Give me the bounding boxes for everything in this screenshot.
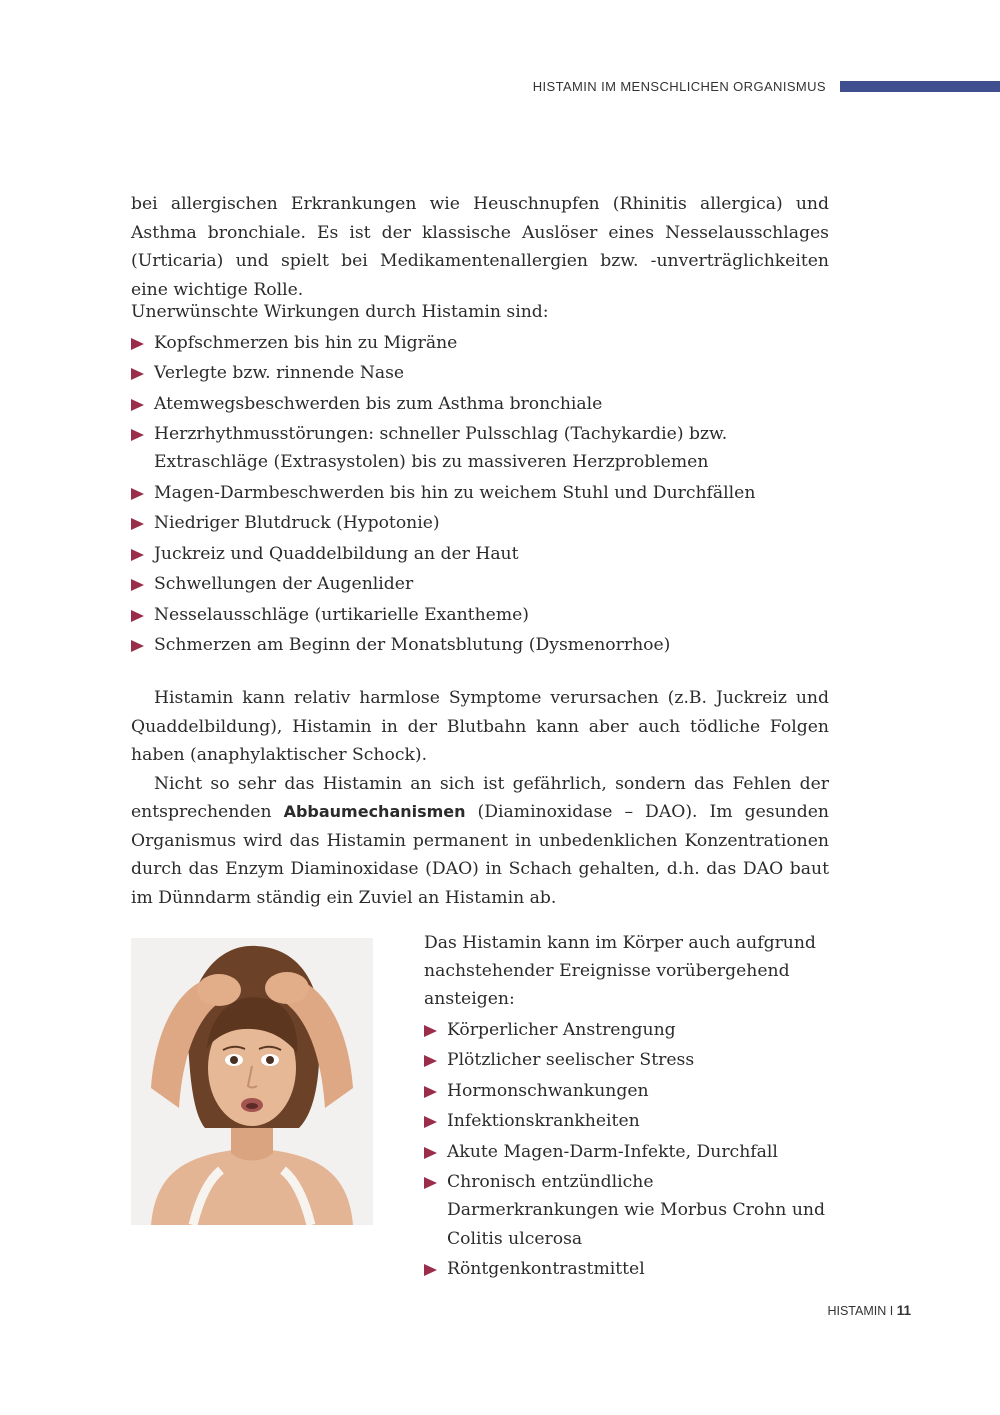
effects-list: [131, 329, 829, 660]
triangle-bullet-icon: [131, 399, 144, 411]
list-item-text: Niedriger Blutdruck (Hypotonie): [154, 513, 440, 534]
body-section: [131, 684, 829, 912]
list-item: [131, 359, 829, 387]
list-item-text: Infektionskrankheiten: [447, 1111, 640, 1132]
body-paragraph-1: Histamin kann relativ harmlose Symptome verursachen (z.B. Juckreiz und Quaddelbildung), Histamin in der Blutbahn kann aber auch tödliche Folgen haben (anaphylaktischer Schock).: [131, 688, 829, 765]
list-item-text: Körperlicher Anstrengung: [447, 1019, 676, 1040]
intro-paragraph: bei allergischen Erkrankungen wie Heuschnupfen (Rhinitis allergica) und Asthma bronchiale. Es ist der klassische Auslöser eines Nesselausschlages (Urticaria) und spielt bei Medikamentenallergien bzw. -unverträglichkeiten eine wichtige Rolle.: [131, 194, 829, 300]
triangle-bullet-icon: [424, 1116, 437, 1128]
triangle-bullet-icon: [131, 429, 144, 441]
triangle-bullet-icon: [131, 549, 144, 561]
list-item-text: Herzrhythmusstörungen: schneller Pulsschlag (Tachykardie) bzw. Extraschläge (Extrasystolen) bis zu massiveren Herzproblemen: [154, 424, 728, 473]
triggers-section: [424, 929, 830, 1286]
list-item-text: Magen-Darmbeschwerden bis hin zu weichem Stuhl und Durchfällen: [154, 482, 756, 503]
list-item: [131, 540, 829, 568]
list-item-text: Schmerzen am Beginn der Monatsblutung (Dysmenorrhoe): [154, 635, 671, 656]
footer-label: HISTAMIN: [827, 1304, 887, 1318]
list-item-text: Chronisch entzündliche Darmerkrankungen wie Morbus Crohn und Colitis ulcerosa: [447, 1172, 825, 1249]
list-item: [424, 1077, 830, 1105]
running-title: HISTAMIN IM MENSCHLICHEN ORGANISMUS: [532, 79, 826, 94]
triangle-bullet-icon: [131, 338, 144, 350]
triangle-bullet-icon: [424, 1025, 437, 1037]
list-item: [424, 1168, 830, 1253]
list-item: [131, 601, 829, 629]
triangle-bullet-icon: [131, 518, 144, 530]
effects-lead: Unerwünschte Wirkungen durch Histamin sind:: [131, 302, 549, 322]
intro-section: [131, 190, 829, 304]
effects-section: [131, 298, 829, 662]
triggers-list: [424, 1016, 830, 1284]
running-header: [0, 79, 1000, 99]
body-paragraph-2: [131, 770, 829, 913]
list-item-text: Nesselausschläge (urtikarielle Exantheme): [154, 604, 530, 625]
triangle-bullet-icon: [424, 1264, 437, 1276]
list-item-text: Kopfschmerzen bis hin zu Migräne: [154, 332, 458, 353]
list-item-text: Akute Magen-Darm-Infekte, Durchfall: [447, 1141, 778, 1162]
list-item-text: Atemwegsbeschwerden bis zum Asthma bronchiale: [154, 393, 603, 414]
paragraph-text: (Diaminoxidase – DAO). Im gesunden Organismus wird das Histamin permanent in unbedenklichen Konzentrationen durch das Enzym Diaminoxidase (DAO) in Schach gehalten, d.h. das DAO baut im Dünndarm ständig ein Zuviel an Histamin ab.: [131, 802, 829, 908]
list-item: [131, 570, 829, 598]
list-item: [424, 1046, 830, 1074]
list-item: [131, 390, 829, 418]
triangle-bullet-icon: [424, 1055, 437, 1067]
emphasis-term: Abbaumechanismen: [283, 802, 466, 821]
triangle-bullet-icon: [131, 368, 144, 380]
triangle-bullet-icon: [424, 1086, 437, 1098]
triangle-bullet-icon: [131, 579, 144, 591]
page-number: 11: [896, 1303, 911, 1318]
list-item: [131, 420, 829, 476]
triggers-lead: Das Histamin kann im Körper auch aufgrund nachstehender Ereignisse vorübergehend ansteigen:: [424, 933, 816, 1010]
triangle-bullet-icon: [424, 1147, 437, 1159]
list-item: [424, 1138, 830, 1166]
woman-portrait-illustration: [131, 938, 373, 1225]
page-footer: [827, 1303, 911, 1318]
list-item: [424, 1107, 830, 1135]
woman-headache-photo: [131, 938, 373, 1225]
list-item-text: Verlegte bzw. rinnende Nase: [154, 363, 405, 383]
triangle-bullet-icon: [131, 640, 144, 652]
list-item: [424, 1016, 830, 1044]
list-item-text: Hormonschwankungen: [447, 1080, 649, 1101]
list-item: [131, 631, 829, 659]
header-accent-bar: [840, 81, 1000, 92]
list-item-text: Röntgenkontrastmittel: [447, 1259, 645, 1280]
list-item-text: Juckreiz und Quaddelbildung an der Haut: [154, 543, 519, 564]
list-item-text: Schwellungen der Augenlider: [154, 574, 414, 595]
list-item: [131, 509, 829, 537]
list-item: [424, 1255, 830, 1283]
list-item: [131, 479, 829, 507]
list-item-text: Plötzlicher seelischer Stress: [447, 1050, 695, 1071]
paragraph-text: Nicht so sehr das Histamin an sich ist gefährlich, sondern das Fehlen der entsprechenden: [131, 773, 829, 822]
triangle-bullet-icon: [131, 610, 144, 622]
list-item: [131, 329, 829, 357]
triangle-bullet-icon: [131, 488, 144, 500]
footer-separator: I: [889, 1304, 894, 1318]
triangle-bullet-icon: [424, 1177, 437, 1189]
